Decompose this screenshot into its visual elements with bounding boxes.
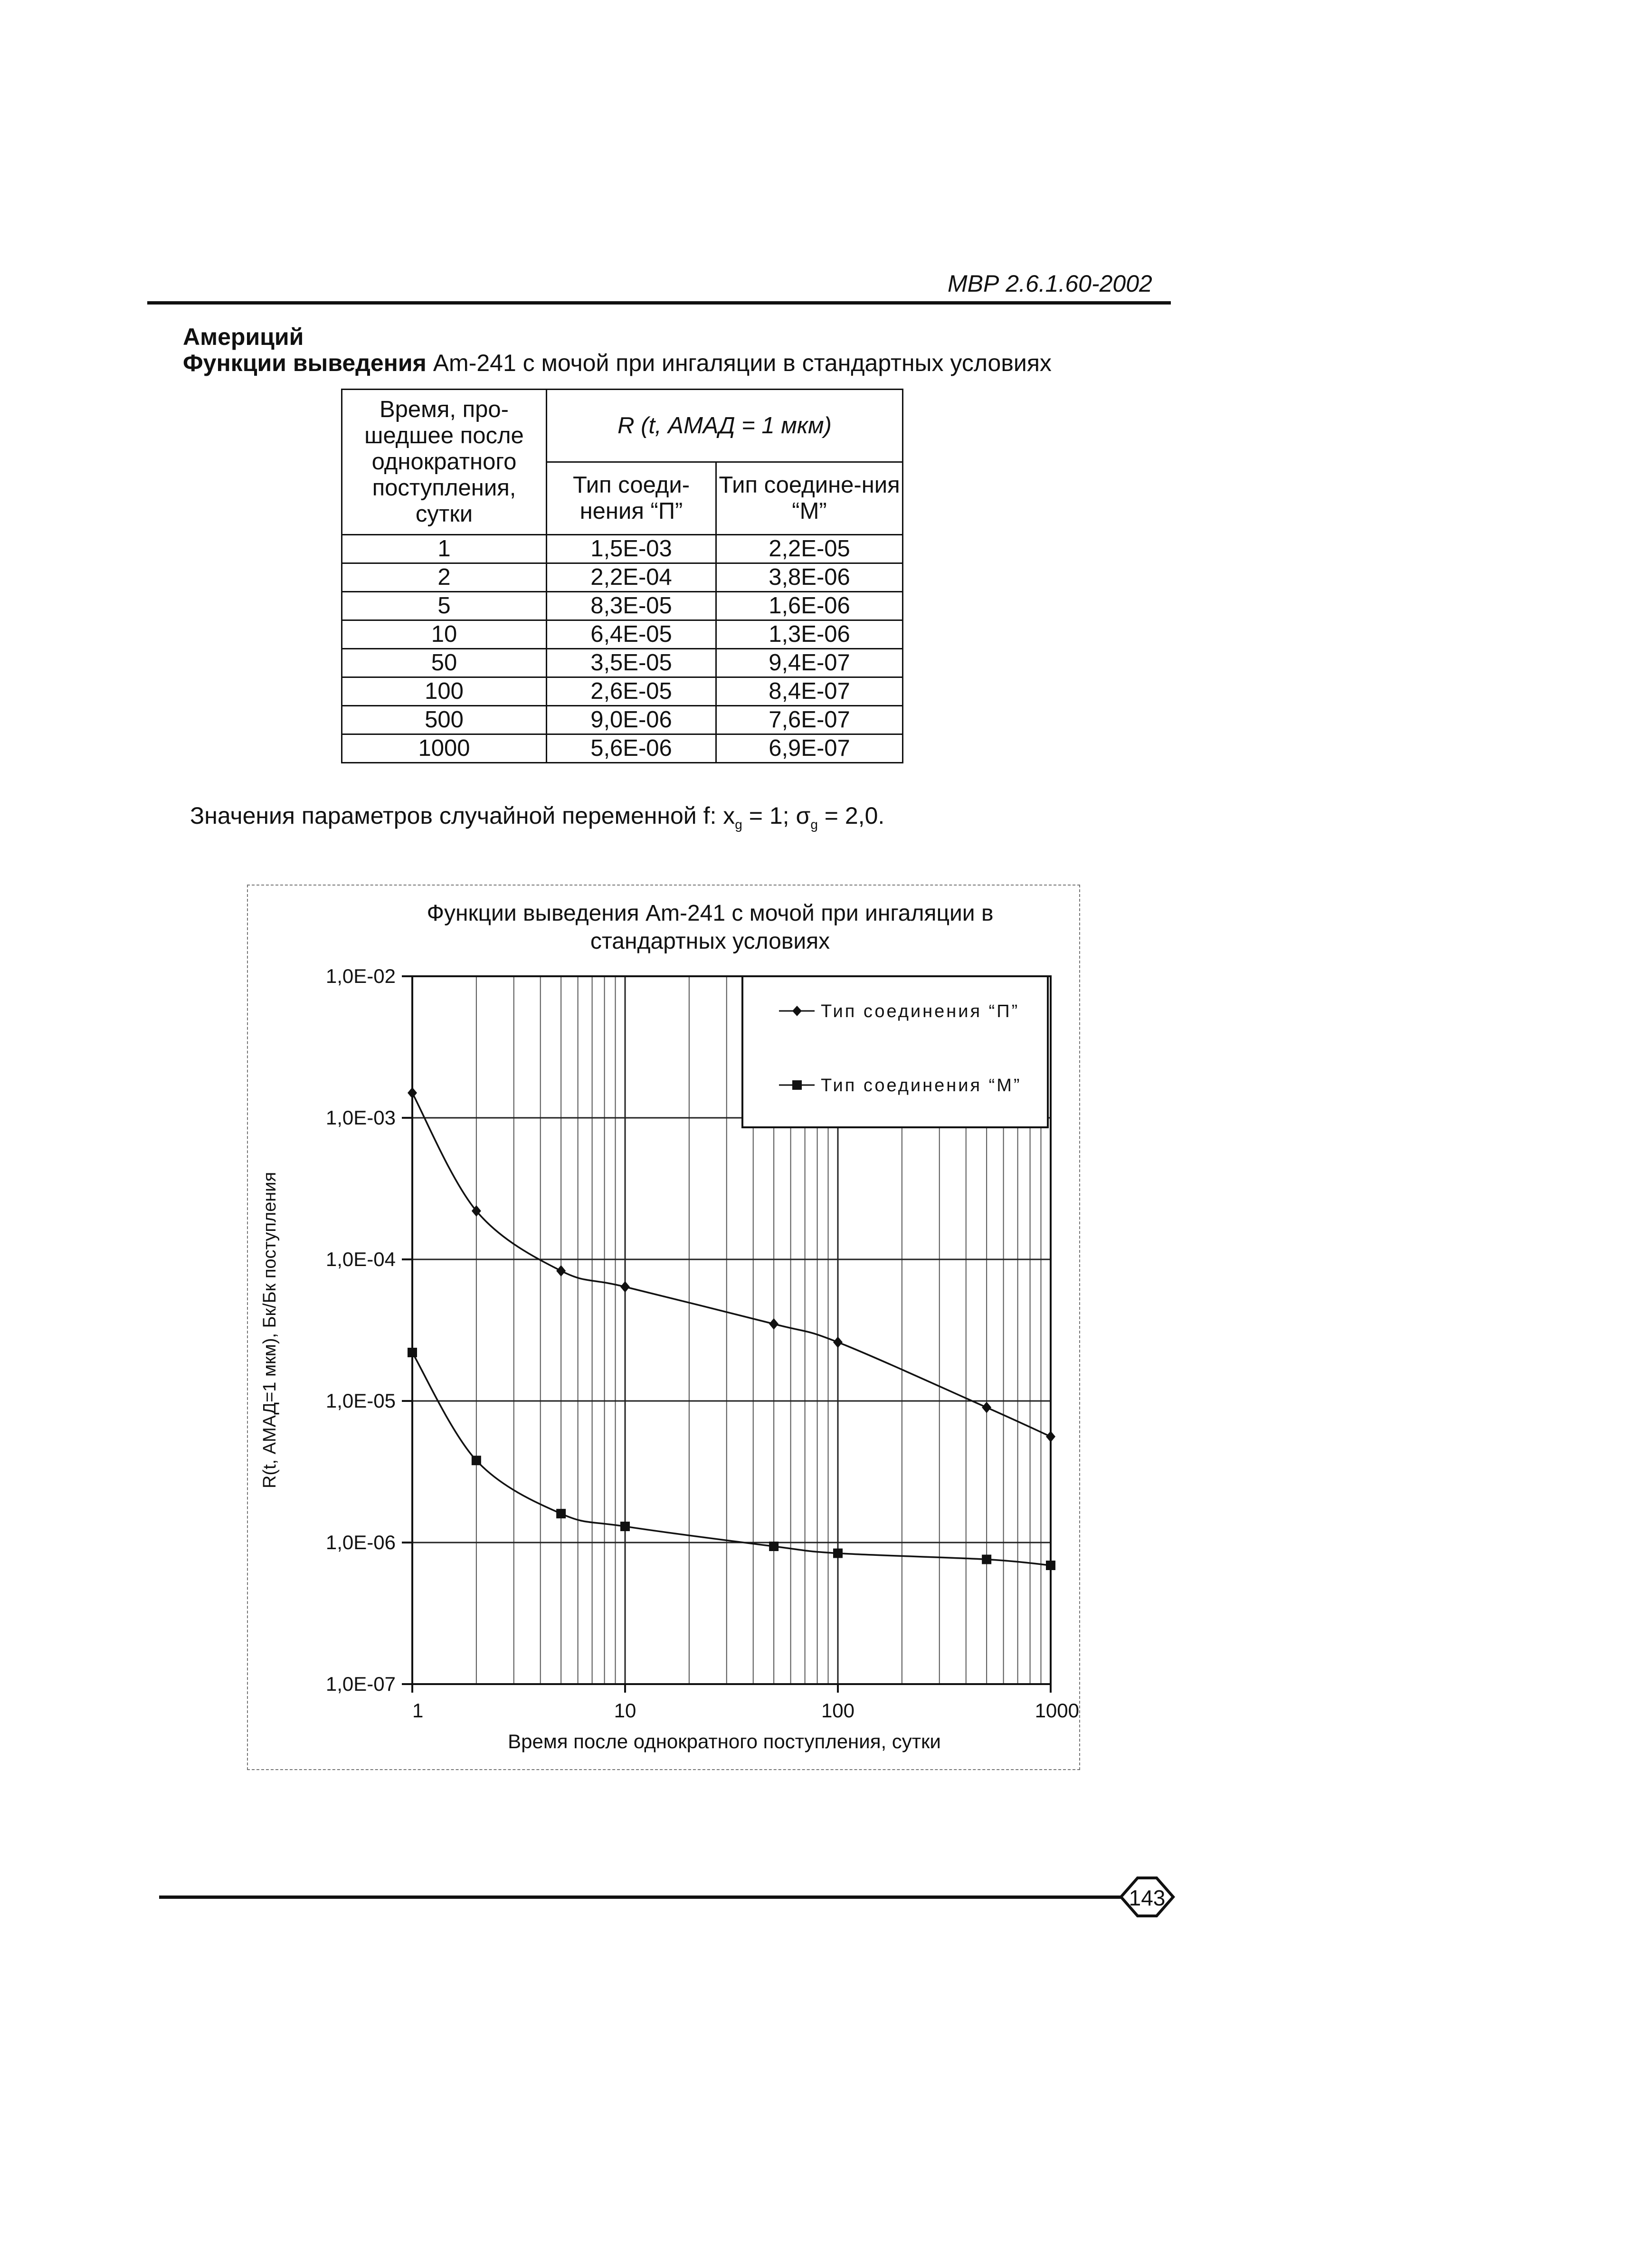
cell-time: 5 [342, 592, 547, 620]
y-axis-label: R(t, АМАД=1 мкм), Бк/Бк поступления [260, 1172, 280, 1489]
data-point-p [769, 1318, 779, 1330]
legend-box [742, 976, 1048, 1127]
data-point-p [408, 1087, 417, 1099]
data-point-p [833, 1336, 843, 1348]
cell-time: 500 [342, 706, 547, 734]
data-point-m [1046, 1561, 1055, 1570]
document-code: МВР 2.6.1.60-2002 [948, 270, 1152, 297]
chart-title-line-2: стандартных условиях [590, 929, 830, 954]
data-point-m [982, 1555, 991, 1564]
params-sub-2: g [810, 817, 818, 832]
cell-p: 1,5E-03 [547, 535, 716, 563]
cell-p: 8,3E-05 [547, 592, 716, 620]
legend-label-p: Тип соединения “П” [821, 1001, 1020, 1021]
data-point-m [472, 1456, 481, 1465]
cell-p: 2,6E-05 [547, 677, 716, 706]
legend-label-m: Тип соединения “М” [821, 1076, 1022, 1095]
y-tick-label: 1,0E-02 [325, 965, 396, 987]
data-point-m [620, 1522, 630, 1531]
footer-rule [159, 1896, 1121, 1899]
x-tick-label: 100 [821, 1699, 855, 1722]
data-point-m [408, 1348, 417, 1357]
cell-time: 2 [342, 563, 547, 592]
chart-legend [742, 976, 1048, 1127]
cell-p: 6,4E-05 [547, 620, 716, 649]
cell-m: 6,9E-07 [716, 734, 903, 763]
params-text: Значения параметров случайной переменной f: x [190, 802, 735, 829]
data-point-m [769, 1542, 779, 1551]
y-tick-label: 1,0E-06 [325, 1531, 396, 1553]
caption-bold-part: Функции выведения [183, 350, 427, 376]
cell-m: 7,6E-07 [716, 706, 903, 734]
x-tick-label: 1 [412, 1699, 424, 1722]
cell-m: 1,3E-06 [716, 620, 903, 649]
cell-time: 50 [342, 649, 547, 677]
params-end: = 2,0. [817, 802, 885, 829]
x-axis-label: Время после однократного поступления, сутки [508, 1730, 941, 1753]
page-number: 143 [1129, 1886, 1166, 1910]
chart-title-line-1: Функции выведения Am-241 с мочой при ингаляции в [427, 901, 994, 926]
y-tick-label: 1,0E-05 [325, 1390, 396, 1412]
cell-p: 2,2E-04 [547, 563, 716, 592]
cell-time: 100 [342, 677, 547, 706]
cell-m: 9,4E-07 [716, 649, 903, 677]
cell-m: 3,8E-06 [716, 563, 903, 592]
caption-rest-part: Am-241 с мочой при ингаляции в стандартных условиях [426, 350, 1052, 376]
chart-series [408, 1087, 1055, 1570]
section-title: Америций [183, 324, 304, 350]
data-point-p [556, 1265, 566, 1276]
header-type-m: Тип соедине-ния “М” [716, 462, 903, 535]
params-sub-1: g [735, 817, 742, 832]
header-time: Время, про-шедшее после однократного поступления, сутки [342, 390, 547, 535]
page-number-badge [1121, 1878, 1173, 1916]
legend-marker-square-icon [792, 1080, 802, 1090]
data-point-m [833, 1549, 843, 1558]
data-point-p [982, 1402, 991, 1413]
header-r: R (t, АМАД = 1 мкм) [547, 390, 903, 462]
data-point-m [556, 1509, 566, 1518]
cell-time: 1000 [342, 734, 547, 763]
cell-m: 1,6E-06 [716, 592, 903, 620]
y-tick-label: 1,0E-03 [325, 1106, 396, 1129]
cell-m: 2,2E-05 [716, 535, 903, 563]
series-line-m [412, 1353, 1051, 1565]
x-tick-label: 10 [614, 1699, 636, 1722]
cell-p: 3,5E-05 [547, 649, 716, 677]
x-tick-label: 1000 [1035, 1699, 1079, 1722]
cell-p: 9,0E-06 [547, 706, 716, 734]
data-point-p [620, 1281, 630, 1293]
cell-time: 1 [342, 535, 547, 563]
cell-time: 10 [342, 620, 547, 649]
cell-p: 5,6E-06 [547, 734, 716, 763]
y-tick-label: 1,0E-07 [325, 1673, 396, 1695]
cell-m: 8,4E-07 [716, 677, 903, 706]
y-tick-label: 1,0E-04 [325, 1248, 396, 1270]
params-mid: = 1; σ [742, 802, 811, 829]
header-type-p: Тип соеди-нения “П” [547, 462, 716, 535]
data-point-p [1046, 1431, 1055, 1442]
series-line-p [412, 1093, 1051, 1437]
